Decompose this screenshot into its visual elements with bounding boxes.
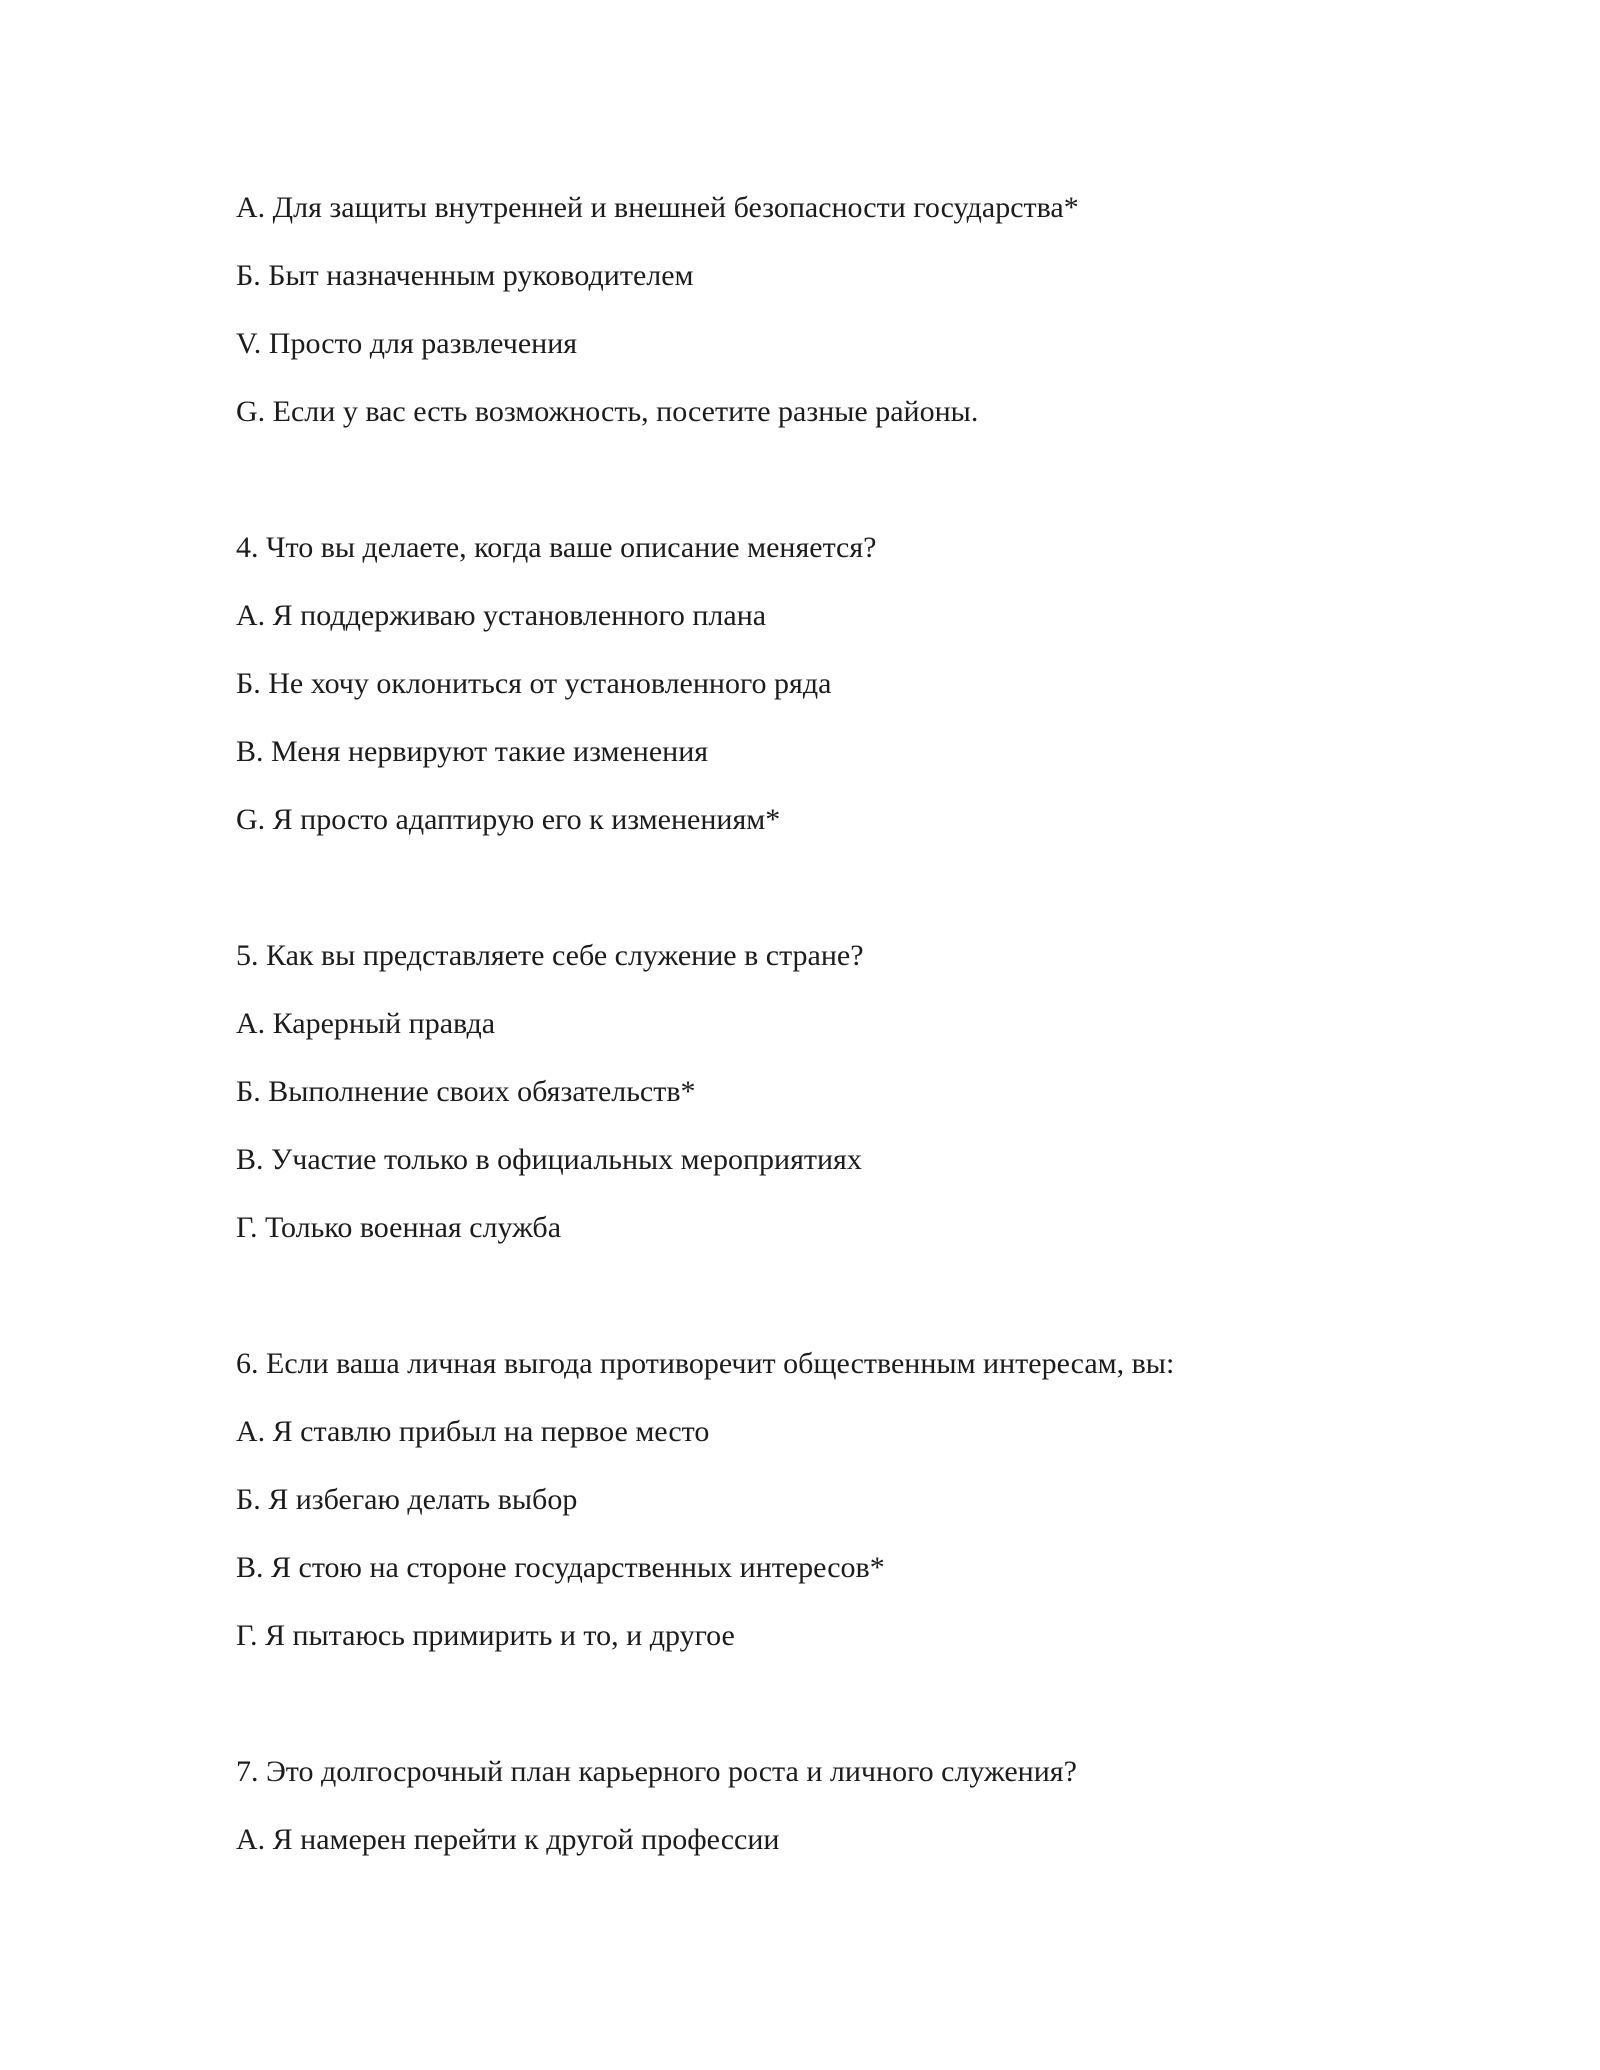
option-b: Б. Не хочу оклониться от установленного ряда bbox=[236, 667, 832, 700]
question-block-7 bbox=[236, 1750, 1416, 1886]
spacer bbox=[236, 1682, 1416, 1750]
question-text: 4. Что вы делаете, когда ваше описание меняется? bbox=[236, 531, 877, 564]
question-text: 7. Это долгосрочный план карьерного роста и личного служения? bbox=[236, 1755, 1077, 1788]
option-g: G. Я просто адаптирую его к изменениям* bbox=[236, 803, 781, 836]
option-a: А. Я намерен перейти к другой профессии bbox=[236, 1823, 780, 1856]
question-text: 6. Если ваша личная выгода противоречит общественным интересам, вы: bbox=[236, 1347, 1175, 1380]
question-block-6 bbox=[236, 1342, 1416, 1682]
option-v: В. Меня нервируют такие изменения bbox=[236, 735, 709, 768]
question-text: 5. Как вы представляете себе служение в стране? bbox=[236, 939, 864, 972]
option-g: Г. Я пытаюсь примирить и то, и другое bbox=[236, 1619, 735, 1652]
spacer bbox=[236, 458, 1416, 526]
option-a: А. Я поддерживаю установленного плана bbox=[236, 599, 767, 632]
option-a: А. Я ставлю прибыл на первое место bbox=[236, 1415, 710, 1448]
question-block-prev bbox=[236, 186, 1416, 458]
spacer bbox=[236, 1274, 1416, 1342]
spacer bbox=[236, 866, 1416, 934]
option-b: Б. Быт назначенным руководителем bbox=[236, 259, 694, 292]
option-b: Б. Я избегаю делать выбор bbox=[236, 1483, 578, 1516]
option-v: V. Просто для развлечения bbox=[236, 327, 578, 360]
option-a: А. Для защиты внутренней и внешней безопасности государства* bbox=[236, 191, 1079, 224]
questionnaire-content bbox=[236, 186, 1416, 1886]
question-block-4 bbox=[236, 526, 1416, 866]
option-v: В. Участие только в официальных мероприятиях bbox=[236, 1143, 862, 1176]
option-g: Г. Только военная служба bbox=[236, 1211, 562, 1244]
option-b: Б. Выполнение своих обязательств* bbox=[236, 1075, 696, 1108]
question-block-5 bbox=[236, 934, 1416, 1274]
option-g: G. Если у вас есть возможность, посетите разные районы. bbox=[236, 395, 979, 428]
option-a: А. Карерный правда bbox=[236, 1007, 496, 1040]
option-v: В. Я стою на стороне государственных интересов* bbox=[236, 1551, 885, 1584]
